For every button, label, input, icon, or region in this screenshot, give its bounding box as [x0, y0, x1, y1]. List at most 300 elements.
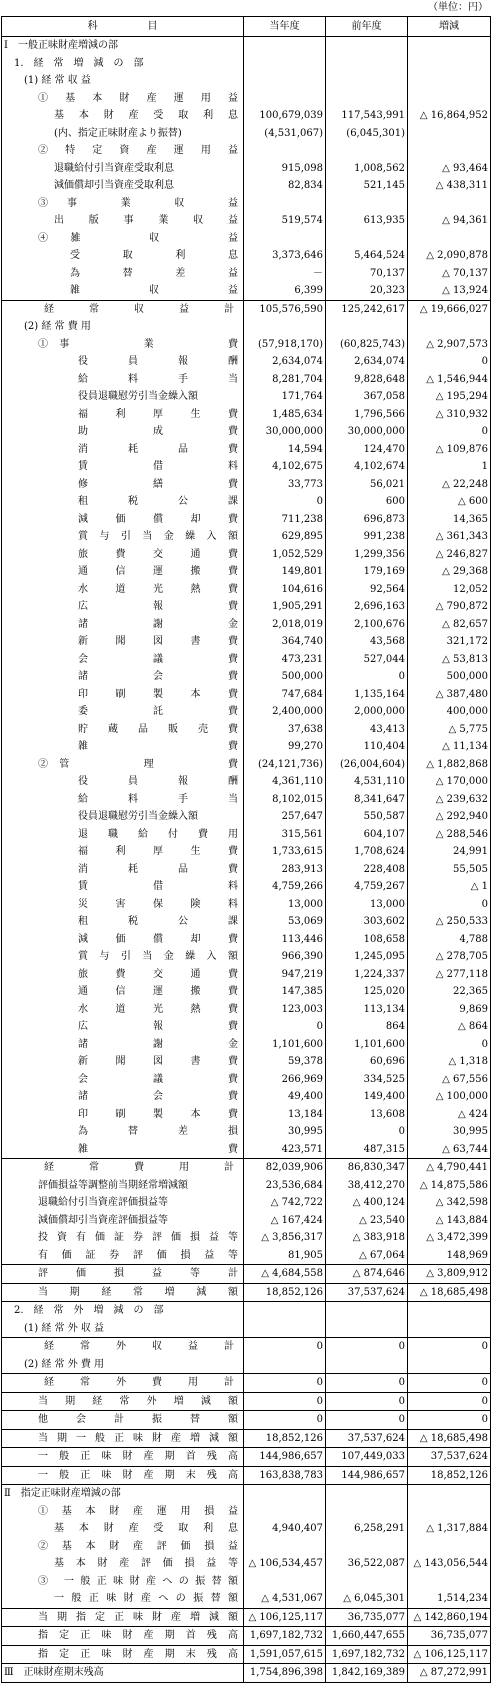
prior-year-value: 2,100,676	[326, 616, 408, 634]
row-label-text: 1. 経 常 増 減 の 部	[14, 57, 144, 69]
prior-year-value: 1,008,562	[326, 160, 408, 178]
prior-year-value: 1,245,095	[326, 948, 408, 966]
current-year-value: 4,361,110	[244, 773, 326, 791]
current-year-value: 104,616	[244, 581, 326, 599]
prior-year-value: 0	[326, 1374, 408, 1393]
row-label	[2, 1320, 244, 1338]
row-label	[2, 1392, 244, 1411]
prior-year-value: 0	[326, 1338, 408, 1356]
prior-year-value: 30,000,000	[326, 423, 408, 441]
table-row	[2, 1503, 491, 1521]
current-year-value: 49,400	[244, 1088, 326, 1106]
current-year-value: 283,913	[244, 861, 326, 879]
table-row	[2, 1374, 491, 1393]
change-value: 0	[408, 1392, 491, 1411]
table-row	[2, 247, 491, 265]
row-label	[2, 142, 244, 160]
row-label-text: 役員退職慰労引当金繰入額	[78, 811, 198, 823]
row-label-text: 旅 費 交 通 費	[78, 968, 238, 980]
change-value	[408, 1573, 491, 1591]
table-row	[2, 195, 491, 213]
current-year-value	[244, 195, 326, 213]
current-year-value: 1,905,291	[244, 598, 326, 616]
row-label	[2, 668, 244, 686]
prior-year-value: (60,825,743)	[326, 336, 408, 354]
change-value: 0	[408, 1411, 491, 1430]
change-value: △ 1,882,868	[408, 756, 491, 774]
row-label-text: 消 耗 品 費	[78, 443, 238, 455]
change-value: 14,365	[408, 511, 491, 529]
current-year-value	[244, 230, 326, 248]
prior-year-value	[326, 90, 408, 108]
current-year-value: 105,576,590	[244, 300, 326, 318]
change-value: △ 1	[408, 878, 491, 896]
table-row	[2, 1538, 491, 1556]
row-label	[2, 177, 244, 195]
prior-year-value: 107,449,033	[326, 1448, 408, 1467]
change-value: 0	[408, 896, 491, 914]
prior-year-value: 521,145	[326, 177, 408, 195]
change-value: △ 790,872	[408, 598, 491, 616]
row-label	[2, 546, 244, 564]
row-label	[2, 1283, 244, 1302]
prior-year-value: △ 383,918	[326, 1229, 408, 1247]
prior-year-value: 228,408	[326, 861, 408, 879]
change-value: △ 239,632	[408, 791, 491, 809]
change-value: △ 29,368	[408, 563, 491, 581]
change-value	[408, 195, 491, 213]
row-label-text: 基 本 財 産 受 取 利 息	[54, 110, 238, 122]
current-year-value: 1,485,634	[244, 406, 326, 424]
row-label	[2, 878, 244, 896]
current-year-value: 23,536,684	[244, 1177, 326, 1195]
row-label-text: 当期一般正味財産増減額	[38, 1432, 238, 1444]
change-value: △ 438,311	[408, 177, 491, 195]
table-row	[2, 1159, 491, 1177]
prior-year-value: 113,134	[326, 1001, 408, 1019]
prior-year-value: 43,568	[326, 633, 408, 651]
row-label	[2, 581, 244, 599]
row-label	[2, 406, 244, 424]
row-label-text: Ⅲ 正味財産期末残高	[4, 1667, 104, 1679]
prior-year-value	[326, 1503, 408, 1521]
prior-year-value: 1,842,169,389	[326, 1664, 408, 1683]
current-year-value	[244, 72, 326, 90]
prior-year-value: 125,020	[326, 983, 408, 1001]
prior-year-value: 149,400	[326, 1088, 408, 1106]
change-value: 500,000	[408, 668, 491, 686]
row-label	[2, 913, 244, 931]
current-year-value: △ 106,125,117	[244, 1608, 326, 1627]
change-value: △ 361,343	[408, 528, 491, 546]
change-value: △ 246,827	[408, 546, 491, 564]
current-year-value: 3,373,646	[244, 247, 326, 265]
row-label	[2, 318, 244, 336]
current-year-value: 53,069	[244, 913, 326, 931]
table-row	[2, 1338, 491, 1356]
change-value: △ 16,864,952	[408, 107, 491, 125]
change-value	[408, 1302, 491, 1320]
current-year-value: 947,219	[244, 966, 326, 984]
row-label	[2, 1338, 244, 1356]
row-label	[2, 843, 244, 861]
current-year-value: △ 167,424	[244, 1212, 326, 1230]
row-label-text: 租 税 公 課	[78, 496, 238, 508]
row-label-text: 基 本 財 産 受 取 利 息	[54, 1523, 238, 1535]
prior-year-value: 2,634,074	[326, 353, 408, 371]
table-row	[2, 983, 491, 1001]
change-value: 4,788	[408, 931, 491, 949]
row-label-text: 一 般 正 味 財 産 期 首 残 高	[38, 1451, 238, 1463]
prior-year-value: 36,522,087	[326, 1555, 408, 1573]
change-value: △ 22,248	[408, 476, 491, 494]
change-value: 22,365	[408, 983, 491, 1001]
prior-year-value: 1,101,600	[326, 1036, 408, 1054]
change-value: △ 278,705	[408, 948, 491, 966]
current-year-value: 6,399	[244, 282, 326, 300]
prior-year-value: 13,000	[326, 896, 408, 914]
header-row	[2, 17, 491, 37]
table-row	[2, 1212, 491, 1230]
prior-year-value: 36,735,077	[326, 1608, 408, 1627]
row-label-text: 評 価 損 益 等 計	[38, 1268, 238, 1280]
prior-year-value: 108,658	[326, 931, 408, 949]
prior-year-value: 37,537,624	[326, 1429, 408, 1448]
row-label	[2, 493, 244, 511]
table-row	[2, 791, 491, 809]
row-label	[2, 511, 244, 529]
current-year-value: 4,759,266	[244, 878, 326, 896]
row-label	[2, 896, 244, 914]
prior-year-value	[326, 72, 408, 90]
table-row	[2, 931, 491, 949]
prior-year-value: 991,238	[326, 528, 408, 546]
header-change: 増減	[408, 17, 491, 37]
current-year-value: 171,764	[244, 388, 326, 406]
current-year-value: 81,905	[244, 1247, 326, 1265]
change-value: △ 292,940	[408, 808, 491, 826]
change-value: 148,969	[408, 1247, 491, 1265]
table-row	[2, 843, 491, 861]
table-row	[2, 1645, 491, 1664]
current-year-value: 14,594	[244, 441, 326, 459]
prior-year-value: 124,470	[326, 441, 408, 459]
prior-year-value	[326, 195, 408, 213]
current-year-value: 2,634,074	[244, 353, 326, 371]
row-label	[2, 1229, 244, 1247]
row-label	[2, 1664, 244, 1683]
current-year-value: 915,098	[244, 160, 326, 178]
prior-year-value: △ 400,124	[326, 1194, 408, 1212]
current-year-value	[244, 142, 326, 160]
table-row	[2, 756, 491, 774]
row-label-text: ② 基 本 財 産 評 価 損 益	[38, 1540, 238, 1552]
change-value: △ 1,546,944	[408, 371, 491, 389]
prior-year-value	[326, 142, 408, 160]
table-row	[2, 878, 491, 896]
row-label	[2, 1194, 244, 1212]
table-row	[2, 1411, 491, 1430]
table-row	[2, 1123, 491, 1141]
current-year-value: 37,638	[244, 721, 326, 739]
row-label	[2, 476, 244, 494]
table-row	[2, 913, 491, 931]
change-value: △ 195,294	[408, 388, 491, 406]
row-label-text: 当期指定正味財産増減額	[38, 1611, 238, 1623]
change-value: 0	[408, 353, 491, 371]
table-row	[2, 1664, 491, 1683]
change-value	[408, 230, 491, 248]
change-value: △ 94,361	[408, 212, 491, 230]
prior-year-value: 8,341,647	[326, 791, 408, 809]
row-label	[2, 353, 244, 371]
row-label-text: (1) 経 常 収 益	[24, 75, 91, 87]
change-value: △ 18,685,498	[408, 1429, 491, 1448]
change-value: 400,000	[408, 703, 491, 721]
row-label-text: 一般正味財産への振替額	[54, 1593, 238, 1605]
current-year-value: 1,052,529	[244, 546, 326, 564]
row-label	[2, 1590, 244, 1608]
change-value	[408, 142, 491, 160]
row-label-text: 諸 謝 金	[78, 618, 238, 630]
table-row	[2, 1302, 491, 1320]
row-label	[2, 1627, 244, 1646]
table-row	[2, 1071, 491, 1089]
row-label-text: 減 価 償 却 費	[78, 513, 238, 525]
row-label-text: ③ 事 業 収 益	[38, 197, 238, 209]
prior-year-value	[326, 230, 408, 248]
table-row	[2, 581, 491, 599]
prior-year-value: 43,413	[326, 721, 408, 739]
row-label	[2, 336, 244, 354]
row-label	[2, 265, 244, 283]
current-year-value: 1,754,896,398	[244, 1664, 326, 1683]
row-label	[2, 441, 244, 459]
row-label-text: 雑 費	[78, 1143, 238, 1155]
unit-label: （単位：円）	[428, 2, 488, 13]
row-label-text: 当 期 経 常 増 減 額	[38, 1286, 238, 1298]
current-year-value	[244, 1302, 326, 1320]
row-label-text: 経 常 収 益 計	[44, 303, 234, 315]
table-row	[2, 1466, 491, 1485]
prior-year-value: △ 874,646	[326, 1265, 408, 1284]
row-label	[2, 1429, 244, 1448]
row-label-text: ② 管 理 費	[38, 758, 238, 770]
row-label-text: 為 替 差 損	[78, 1126, 238, 1138]
current-year-value: 473,231	[244, 651, 326, 669]
table-row	[2, 1627, 491, 1646]
current-year-value: 4,102,675	[244, 458, 326, 476]
table-row	[2, 598, 491, 616]
prior-year-value: 110,404	[326, 738, 408, 756]
change-value	[408, 72, 491, 90]
change-value: 30,995	[408, 1123, 491, 1141]
change-value	[408, 1320, 491, 1338]
table-row	[2, 336, 491, 354]
current-year-value	[244, 90, 326, 108]
row-label	[2, 738, 244, 756]
table-row	[2, 546, 491, 564]
prior-year-value: 5,464,524	[326, 247, 408, 265]
row-label-text: 新 聞 図 書 費	[78, 636, 238, 648]
current-year-value: △ 742,722	[244, 1194, 326, 1212]
change-value	[408, 318, 491, 336]
change-value	[408, 1356, 491, 1374]
table-row	[2, 966, 491, 984]
row-label	[2, 160, 244, 178]
row-label	[2, 1555, 244, 1573]
prior-year-value: 60,696	[326, 1053, 408, 1071]
current-year-value	[244, 37, 326, 55]
table-row	[2, 896, 491, 914]
prior-year-value: 13,608	[326, 1106, 408, 1124]
current-year-value: 4,940,407	[244, 1520, 326, 1538]
current-year-value	[244, 55, 326, 73]
row-label	[2, 1503, 244, 1521]
table-row	[2, 826, 491, 844]
current-year-value: 149,801	[244, 563, 326, 581]
change-value: △ 250,533	[408, 913, 491, 931]
row-label	[2, 651, 244, 669]
change-value	[408, 90, 491, 108]
table-row	[2, 1608, 491, 1627]
current-year-value: 1,591,057,615	[244, 1645, 326, 1664]
row-label-text: 会 議 費	[78, 1073, 238, 1085]
current-year-value: 30,995	[244, 1123, 326, 1141]
current-year-value: 99,270	[244, 738, 326, 756]
change-value	[408, 1538, 491, 1556]
row-label-text: ③ 一般正味財産への振替額	[38, 1575, 238, 1587]
change-value: 24,991	[408, 843, 491, 861]
current-year-value	[244, 318, 326, 336]
row-label-text: 為 替 差 益	[70, 267, 238, 279]
row-label-text: 福 利 厚 生 費	[78, 408, 238, 420]
current-year-value: 13,184	[244, 1106, 326, 1124]
row-label-text: Ⅰ 一般正味財産増減の部	[4, 40, 118, 52]
current-year-value: 1,697,182,732	[244, 1627, 326, 1646]
change-value: 1	[408, 458, 491, 476]
prior-year-value	[326, 1485, 408, 1503]
row-label-text: 雑 費	[78, 741, 238, 753]
change-value: △ 277,118	[408, 966, 491, 984]
row-label-text: 福 利 厚 生 費	[78, 846, 238, 858]
change-value: 0	[408, 1036, 491, 1054]
row-label	[2, 1265, 244, 1284]
prior-year-value: 2,000,000	[326, 703, 408, 721]
current-year-value	[244, 1503, 326, 1521]
row-label-text: ④ 雑 収 益	[38, 232, 238, 244]
table-row	[2, 441, 491, 459]
change-value: 36,735,077	[408, 1627, 491, 1646]
current-year-value: △ 3,856,317	[244, 1229, 326, 1247]
row-label	[2, 1141, 244, 1159]
row-label	[2, 1088, 244, 1106]
row-label-text: 印 刷 製 本 費	[78, 1108, 238, 1120]
row-label	[2, 1247, 244, 1265]
current-year-value: 30,000,000	[244, 423, 326, 441]
current-year-value: 8,281,704	[244, 371, 326, 389]
row-label	[2, 1177, 244, 1195]
row-label	[2, 247, 244, 265]
change-value: △ 13,924	[408, 282, 491, 300]
prior-year-value: 864	[326, 1018, 408, 1036]
prior-year-value: 600	[326, 493, 408, 511]
prior-year-value	[326, 1573, 408, 1591]
table-row	[2, 476, 491, 494]
current-year-value: 315,561	[244, 826, 326, 844]
table-row	[2, 528, 491, 546]
prior-year-value: 2,696,163	[326, 598, 408, 616]
row-label-text: 退 職 給 付 費 用	[78, 828, 238, 840]
change-value: △ 4,790,441	[408, 1159, 491, 1177]
current-year-value: 113,446	[244, 931, 326, 949]
prior-year-value: 367,058	[326, 388, 408, 406]
current-year-value: 100,679,039	[244, 107, 326, 125]
current-year-value: 0	[244, 1018, 326, 1036]
row-label-text: 諸 会 費	[78, 1091, 238, 1103]
table-row	[2, 406, 491, 424]
table-row	[2, 948, 491, 966]
current-year-value	[244, 1573, 326, 1591]
change-value	[408, 1503, 491, 1521]
change-value: △ 2,907,573	[408, 336, 491, 354]
row-label-text: 通 信 運 搬 費	[78, 986, 238, 998]
row-label	[2, 773, 244, 791]
row-label	[2, 756, 244, 774]
prior-year-value: 1,660,447,655	[326, 1627, 408, 1646]
prior-year-value: △ 6,045,301	[326, 1590, 408, 1608]
table-row	[2, 37, 491, 55]
row-label-text: 印 刷 製 本 費	[78, 688, 238, 700]
row-label	[2, 808, 244, 826]
current-year-value: 0	[244, 1411, 326, 1430]
table-row	[2, 1573, 491, 1591]
change-value: △ 82,657	[408, 616, 491, 634]
table-row	[2, 563, 491, 581]
prior-year-value: 9,828,648	[326, 371, 408, 389]
row-label	[2, 125, 244, 143]
current-year-value	[244, 1356, 326, 1374]
row-label	[2, 931, 244, 949]
row-label	[2, 826, 244, 844]
table-row	[2, 107, 491, 125]
change-value: 18,852,126	[408, 1466, 491, 1485]
row-label-text: 退職給付引当資産受取利息	[54, 162, 174, 174]
table-row	[2, 1520, 491, 1538]
prior-year-value: (26,004,604)	[326, 756, 408, 774]
table-row	[2, 1356, 491, 1374]
prior-year-value: 92,564	[326, 581, 408, 599]
change-value: △ 5,775	[408, 721, 491, 739]
table-row	[2, 177, 491, 195]
change-value: △ 1,317,884	[408, 1520, 491, 1538]
table-row	[2, 808, 491, 826]
change-value: △ 342,598	[408, 1194, 491, 1212]
prior-year-value: 4,759,267	[326, 878, 408, 896]
row-label-text: 投資有価証券評価損益等	[38, 1232, 238, 1244]
table-row	[2, 90, 491, 108]
current-year-value: △ 4,531,067	[244, 1590, 326, 1608]
prior-year-value: 0	[326, 1123, 408, 1141]
current-year-value: 2,018,019	[244, 616, 326, 634]
current-year-value: 629,895	[244, 528, 326, 546]
row-label	[2, 966, 244, 984]
row-label-text: 広 報 費	[78, 601, 238, 613]
row-label-text: ① 基 本 財 産 運 用 益	[38, 92, 238, 104]
current-year-value: (24,121,736)	[244, 756, 326, 774]
row-label-text: 減 価 償 却 費	[78, 933, 238, 945]
table-row	[2, 616, 491, 634]
